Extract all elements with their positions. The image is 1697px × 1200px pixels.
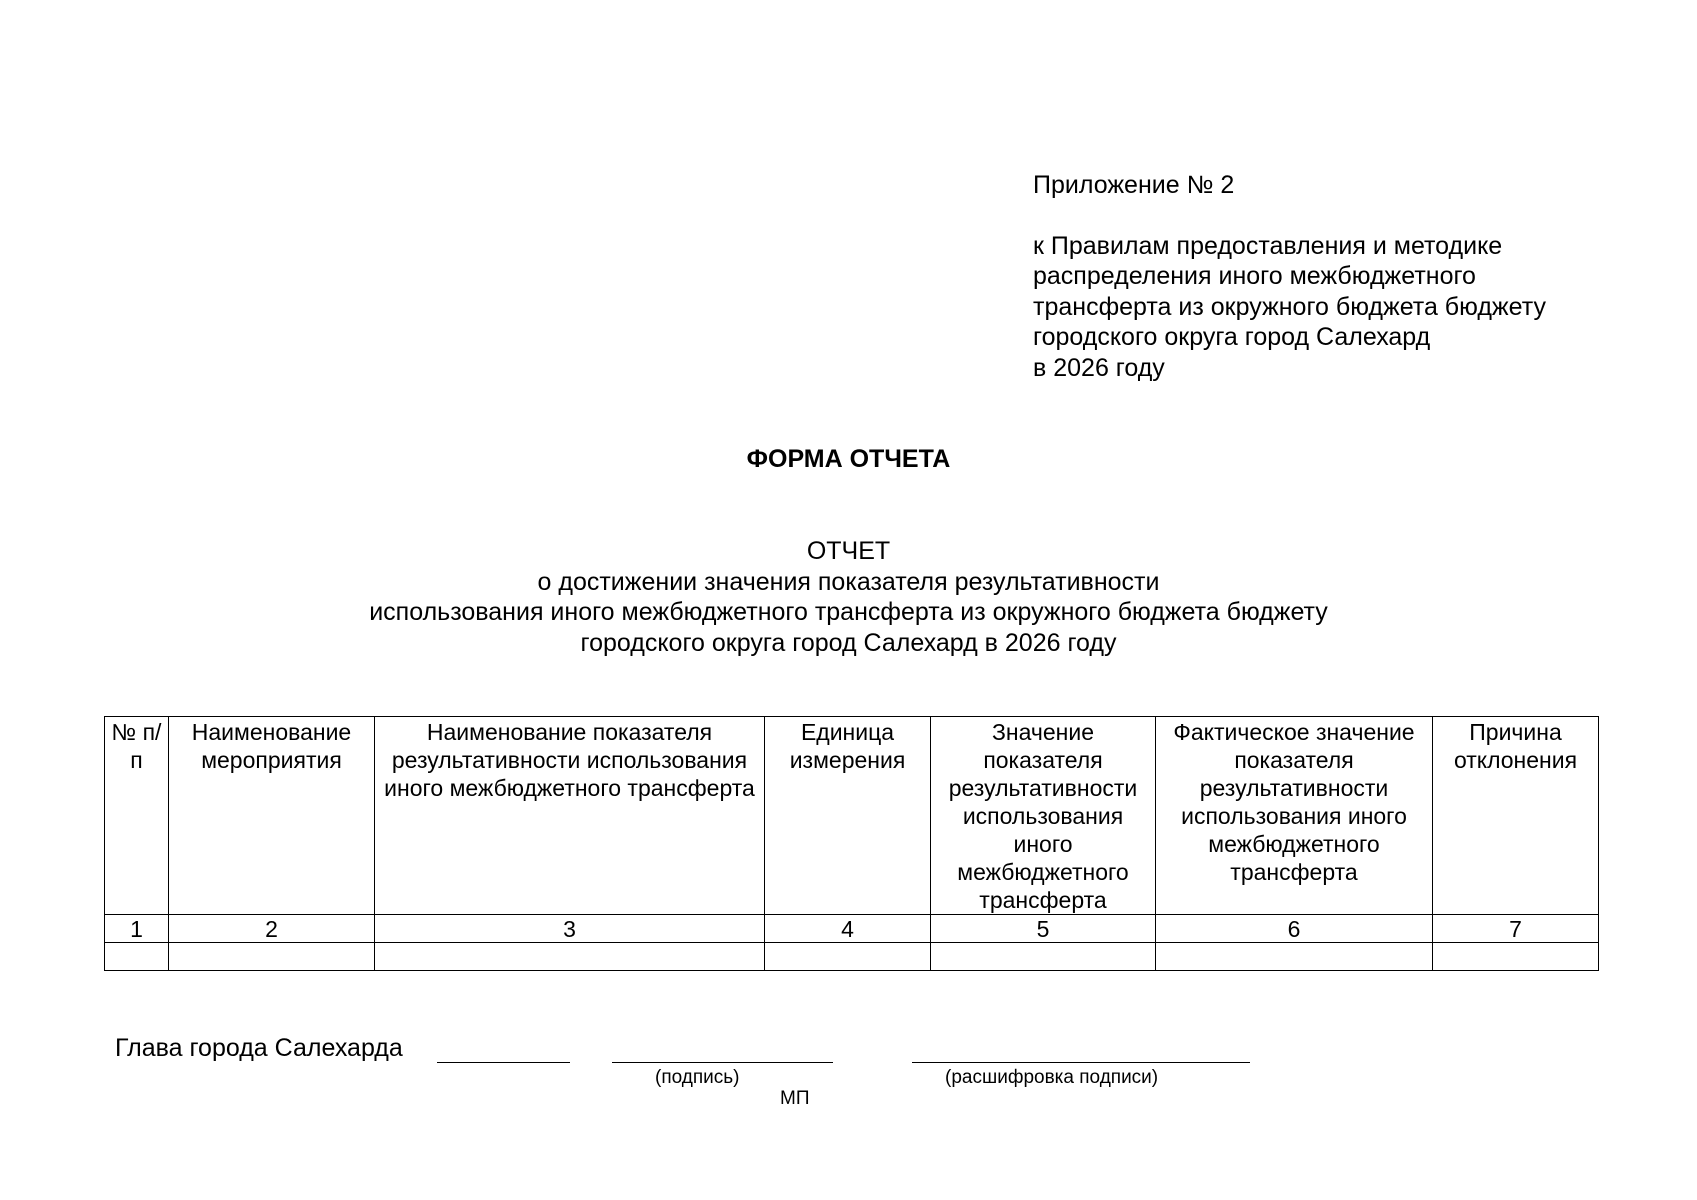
column-number: 6: [1156, 915, 1433, 943]
report-heading-line: о достижении значения показателя результативности: [537, 567, 1160, 596]
column-number: 1: [105, 915, 169, 943]
column-header-unit: Единица измерения: [765, 717, 931, 915]
position-underline: [437, 1034, 570, 1063]
signature-label: Глава города Салехарда: [115, 1034, 403, 1062]
decoding-underline: [912, 1034, 1250, 1063]
column-header-actual-value: Фактическое значение показателя результативности использования иного межбюджетного трансферта: [1156, 717, 1433, 915]
column-header-activity: Наименование мероприятия: [169, 717, 375, 915]
column-header-deviation-reason: Причина отклонения: [1433, 717, 1599, 915]
column-header-indicator-value: Значение показателя результативности использования иного межбюджетного трансферта: [931, 717, 1156, 915]
appendix-line: в 2026 году: [1033, 353, 1165, 382]
table-cell: [1433, 943, 1599, 971]
signature-underline: [612, 1034, 833, 1063]
table-cell: [169, 943, 375, 971]
form-title: ФОРМА ОТЧЕТА: [746, 445, 951, 473]
appendix-line: к Правилам предоставления и методике: [1033, 231, 1503, 260]
column-number: 3: [375, 915, 765, 943]
report-heading-line: использования иного межбюджетного трансферта из окружного бюджета бюджету: [369, 598, 1328, 626]
column-header-indicator-name: Наименование показателя результативности использования иного межбюджетного трансферта: [375, 717, 765, 915]
appendix-block: [1033, 170, 1653, 383]
appendix-number: Приложение № 2: [1033, 171, 1235, 199]
report-heading-line: городского округа город Салехард в 2026 году: [580, 628, 1117, 657]
signature-caption: (подпись): [655, 1067, 740, 1088]
column-number-row: [105, 915, 1599, 943]
column-number: 7: [1433, 915, 1599, 943]
report-heading: [0, 536, 1697, 658]
column-number: 4: [765, 915, 931, 943]
column-number: 2: [169, 915, 375, 943]
signature-block: [115, 1034, 1415, 1114]
report-heading-line: ОТЧЕТ: [806, 537, 891, 565]
report-table: [104, 716, 1599, 971]
column-number: 5: [931, 915, 1156, 943]
decoding-caption: (расшифровка подписи): [945, 1067, 1159, 1088]
appendix-line: трансферта из окружного бюджета бюджету: [1033, 292, 1546, 321]
table-cell: [765, 943, 931, 971]
table-cell: [931, 943, 1156, 971]
appendix-line: распределения иного межбюджетного: [1033, 262, 1476, 290]
table-cell: [105, 943, 169, 971]
table-row: [105, 943, 1599, 971]
appendix-line: городского округа город Салехард: [1033, 323, 1431, 351]
table-cell: [375, 943, 765, 971]
table-cell: [1156, 943, 1433, 971]
stamp-label: МП: [780, 1088, 810, 1109]
table-header-row: [105, 717, 1599, 915]
column-header-number: № п/п: [105, 717, 169, 915]
